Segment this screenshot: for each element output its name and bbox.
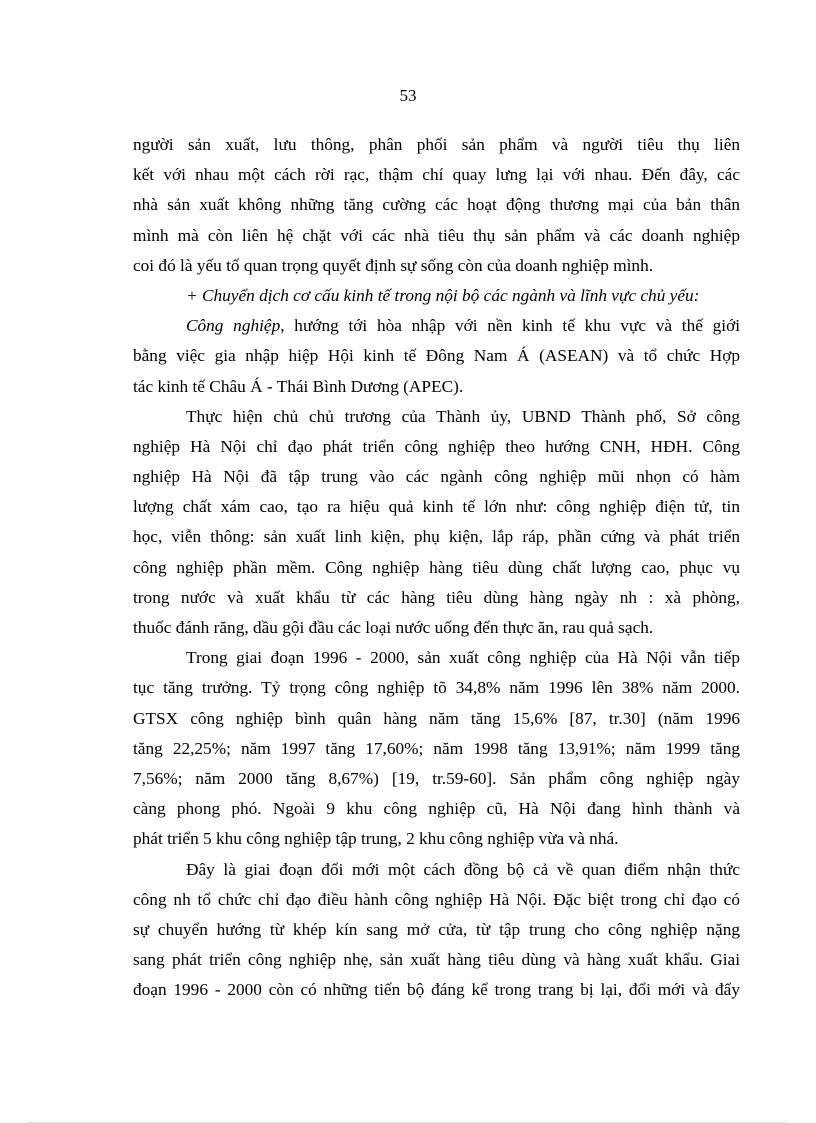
text-line: kết với nhau một cách rời rạc, thậm chí quay lưng lại với nhau. Đến đây, các — [133, 165, 740, 185]
text-line: Trong giai đoạn 1996 - 2000, sản xuất công nghiệp của Hà Nội vẫn tiếp — [186, 648, 740, 668]
text-line: trong nước và xuất khẩu từ các hàng tiêu dùng hàng ngày nh : xà phòng, — [133, 587, 740, 607]
text-line: coi đó là yếu tố quan trọng quyết định sự sống còn của doanh nghiệp mình. — [133, 255, 654, 275]
text-line: công nghiệp phần mềm. Công nghiệp hàng tiêu dùng chất lượng cao, phục vụ — [133, 557, 740, 577]
text-line: sự chuyển hướng từ khép kín sang mở cửa, từ tập trung cho công nghiệp nặng — [133, 919, 740, 939]
text-line: Đây là giai đoạn đổi mới một cách đồng bộ cả về quan điểm nhận thức — [186, 859, 740, 879]
industry-label: Công nghiệp — [186, 316, 281, 336]
text-line: nhà sản xuất không những tăng cường các hoạt động thương mại của bản thân — [133, 195, 740, 215]
text-line: 7,56%; năm 2000 tăng 8,67%) [19, tr.59-60]. Sản phẩm công nghiệp ngày — [133, 768, 740, 788]
text-line: lượng chất xám cao, tạo ra hiệu quả kinh tế lớn như: công nghiệp điện tử, tin — [133, 497, 740, 517]
text-line: công nh tổ chức chỉ đạo điều hành công nghiệp Hà Nội. Đặc biệt trong chỉ đạo có — [133, 889, 740, 909]
text-line: tục tăng trưởng. Tỷ trọng công nghiệp tõ 34,8% năm 1996 lên 38% năm 2000. — [133, 678, 740, 698]
text-line: đoạn 1996 - 2000 còn có những tiến bộ đáng kể trong trang bị lại, đổi mới và đẩy — [133, 980, 740, 1000]
text-line: thuốc đánh răng, dầu gội đầu các loại nước uống đến thực ăn, rau quả sạch. — [133, 618, 654, 637]
text-line: sang phát triển công nghiệp nhẹ, sản xuất hàng tiêu dùng và hàng xuất khẩu. Giai — [133, 950, 740, 970]
body-text — [133, 130, 740, 1005]
text-line: Thực hiện chủ chủ trương của Thành ủy, UBND Thành phố, Sở công — [186, 406, 740, 426]
text-line: bằng việc gia nhập hiệp Hội kinh tế Đông Nam Á (ASEAN) và tổ chức Hợp — [133, 346, 740, 366]
text-line: người sản xuất, lưu thông, phân phối sản phẩm và người tiêu thụ liên — [133, 135, 740, 154]
text-line: GTSX công nghiệp bình quân hàng năm tăng 15,6% [87, tr.30] (năm 1996 — [133, 708, 740, 728]
text-line: Công nghiệp, hướng tới hòa nhập với nền kinh tế khu vực và thế giới — [186, 316, 741, 336]
text-line: mình mà còn liên hệ chặt với các nhà tiêu thụ sản phẩm và các doanh nghiệp — [133, 225, 740, 245]
text-line: nghiệp Hà Nội đã tập trung vào các ngành công nghiệp mũi nhọn có hàm — [133, 467, 740, 487]
text-line: tăng 22,25%; năm 1997 tăng 17,60%; năm 1998 tăng 13,91%; năm 1999 tăng — [133, 738, 740, 758]
page-number: 53 — [399, 86, 417, 105]
text-line: phát triển 5 khu công nghiệp tập trung, 2 khu công nghiệp vừa và nhá. — [133, 829, 619, 849]
text-line: nghiệp Hà Nội chỉ đạo phát triển công nghiệp theo hướng CNH, HĐH. Công — [133, 436, 740, 456]
section-heading: + Chuyển dịch cơ cấu kinh tế trong nội bộ các ngành và lĩnh vực chủ yếu: — [186, 285, 700, 305]
text-line: càng phong phó. Ngoài 9 khu công nghiệp cũ, Hà Nội đang hình thành và — [133, 799, 740, 819]
text-line: tác kinh tế Châu Á - Thái Bình Dương (APEC). — [133, 376, 464, 396]
text-line: học, viễn thông: sản xuất linh kiện, phụ kiện, lắp ráp, phần cứng và phát triển — [133, 527, 740, 547]
text-line-rest: hướng tới hòa nhập với nền kinh tế khu vực và thế giới — [294, 316, 741, 336]
